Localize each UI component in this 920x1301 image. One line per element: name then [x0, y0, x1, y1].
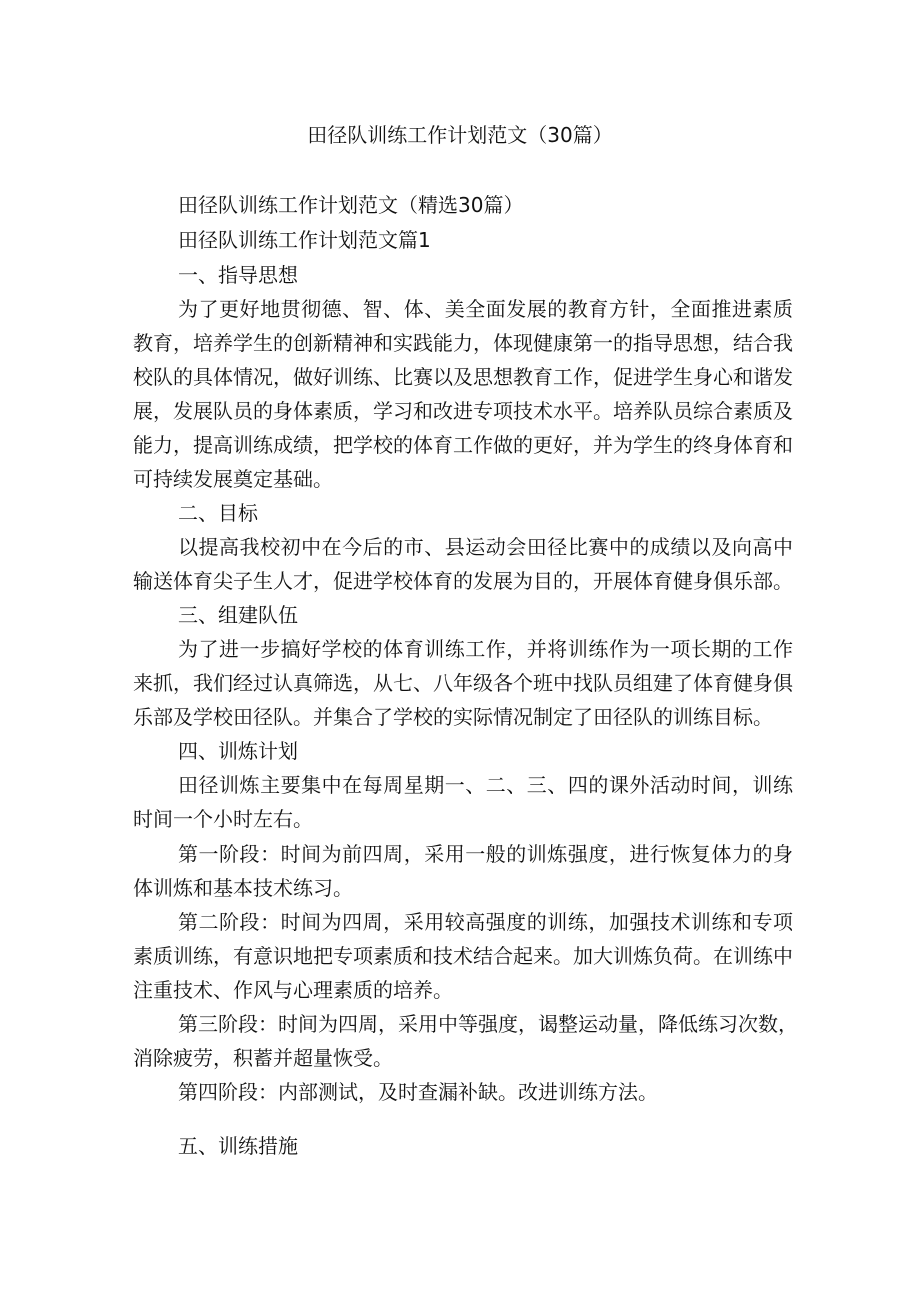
paragraph-line: 体训炼和基本技术练习。	[133, 876, 353, 900]
paragraph-line: 为了进一步搞好学校的体育训练工作，并将训练作为一项长期的工作	[178, 637, 793, 661]
paragraph-line: 消除疲劳，积蓄并超量恢受。	[133, 1046, 393, 1070]
section-heading: 一、指导思想	[178, 263, 298, 287]
section-heading: 五、训练措施	[178, 1134, 298, 1158]
paragraph-line: 来抓，我们经过认真筛选，从七、八年级各个班中找队员组建了体育健身俱	[133, 671, 793, 695]
paragraph-line: 第一阶段：时间为前四周，采用一般的训炼强度，进行恢复体力的身	[178, 842, 793, 866]
document-title: 田径队训练工作计划范文（30篇）	[307, 123, 613, 147]
paragraph-line: 素质训练，有意识地把专项素质和技术结合起来。加大训炼负荷。在训练中	[133, 944, 793, 968]
paragraph-line: 可持续发展奠定基础。	[133, 467, 333, 491]
paragraph-line: 第二阶段：时间为四周，采用较高强度的训练，加强技术训练和专项	[178, 910, 793, 934]
section-heading: 四、训炼计划	[178, 739, 298, 763]
paragraph-line: 第三阶段：时间为四周，采用中等强度，谒整运动量，降低练习次数，	[178, 1012, 798, 1036]
paragraph-line: 以提高我校初中在今后的市、县运动会田径比赛中的成绩以及向高中	[178, 535, 793, 559]
section-heading: 三、组建队伍	[178, 603, 298, 627]
paragraph-line: 为了更好地贯彻德、智、体、美全面发展的教育方针，全面推进素质	[178, 297, 793, 321]
paragraph-line: 第四阶段：内部测试，及时查漏补缺。改进训练方法。	[178, 1080, 658, 1104]
paragraph-line: 田径训炼主要集中在每周星期一、二、三、四的课外活动时间，训练	[178, 773, 793, 797]
paragraph-line: 能力，提高训练成绩，把学校的体育工作做的更好，并为学生的终身体育和	[133, 433, 793, 457]
paragraph-line: 输送体育尖子生人才，促进学校体育的发展为目的，开展体育健身俱乐部。	[133, 569, 793, 593]
paragraph-line: 时间一个小时左右。	[133, 807, 313, 831]
paragraph-line: 乐部及学校田径队。并集合了学校的实际情况制定了田径队的训练目标。	[133, 705, 773, 729]
paragraph-line: 教育，培养学生的创新精神和实践能力，体现健康第一的指导思想，结合我	[133, 331, 793, 355]
paragraph-line: 校队的具体情况，做好训练、比赛以及思想教育工作，促进学生身心和谐发	[133, 365, 793, 389]
paragraph-line: 展，发展队员的身体素质，学习和改进专项技术水平。培养队员综合素质及	[133, 399, 793, 423]
document-subtitle: 田径队训练工作计划范文（精选30篇）	[178, 193, 524, 217]
section-heading: 二、目标	[178, 501, 258, 525]
paragraph-line: 注重技术、作风与心理素质的培养。	[133, 978, 453, 1002]
article-title: 田径队训练工作计划范文篇1	[178, 228, 431, 252]
